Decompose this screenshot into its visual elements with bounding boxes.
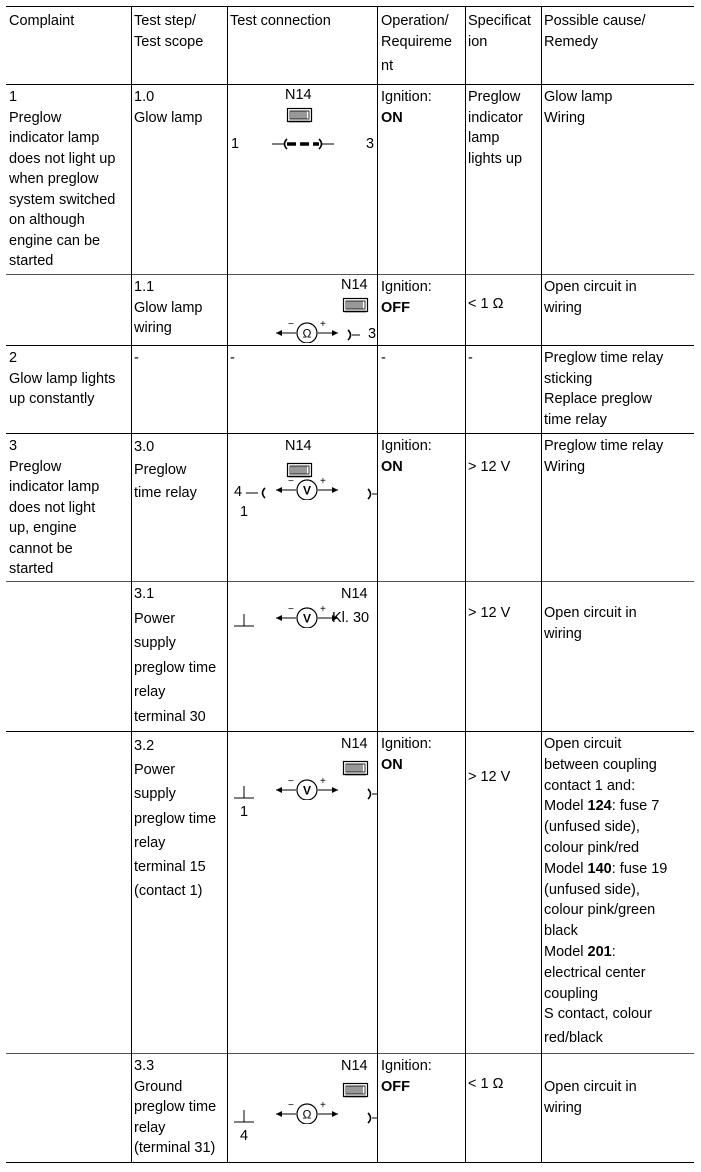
connector-label: N14: [341, 1058, 368, 1074]
glow-lamp-symbol-icon: [272, 137, 334, 151]
pin-label-below: 1: [240, 504, 249, 520]
svg-text:V: V: [302, 483, 312, 498]
pin-label-left: 4: [234, 484, 243, 500]
plug-contact-icon: [366, 787, 378, 801]
connector-label: N14: [341, 736, 368, 752]
specification-cell: < 1 Ω: [468, 1076, 504, 1092]
connector-block-icon: [342, 760, 372, 778]
pin-label-below: 1: [240, 804, 249, 820]
operation-cell: Ignition: ON: [381, 736, 432, 773]
table-bottom-rule: [6, 1162, 694, 1163]
pin-label-right: 3: [368, 326, 377, 342]
connector-label: N14: [285, 438, 312, 454]
complaint-cell: 1 Preglow indicator lamp does not light up when preglow system switched on although engine can be started: [9, 89, 116, 269]
possible-cause-cell: Open circuit in wiring: [544, 605, 637, 642]
connector-block-icon: [342, 1082, 372, 1100]
pin-label-left: 1: [231, 136, 240, 152]
plug-contact-icon: [366, 1111, 378, 1125]
svg-text:−: −: [288, 1102, 294, 1111]
test-step-cell: 3.2 Power supply preglow time relay terminal 15 (contact 1): [134, 738, 217, 900]
pin-label-right: 3: [366, 136, 375, 152]
ground-symbol-icon: [234, 784, 254, 800]
column-rule: [541, 6, 542, 1163]
complaint-cell: 3 Preglow indicator lamp does not light up, engine cannot be started: [9, 438, 100, 577]
test-connection-diagram: [228, 582, 377, 642]
table-top-rule: [6, 6, 694, 7]
plug-contact-icon: [344, 328, 360, 342]
connector-block-icon: [286, 107, 316, 125]
connector-block-icon: [342, 297, 372, 315]
svg-text:Ω: Ω: [302, 326, 312, 341]
ground-symbol-icon: [234, 612, 254, 628]
possible-cause-cell: Preglow time relay sticking Replace preglow time relay: [544, 350, 664, 428]
operation-cell: -: [381, 350, 386, 366]
voltmeter-icon: [274, 606, 340, 628]
specification-cell: > 12 V: [468, 459, 511, 475]
header-complaint: Complaint: [9, 13, 75, 29]
svg-text:−: −: [288, 478, 294, 487]
operation-cell: Ignition: ON: [381, 438, 432, 475]
operation-cell: Ignition: OFF: [381, 1058, 432, 1095]
svg-text:−: −: [288, 778, 294, 787]
specification-cell: > 12 V: [468, 605, 511, 621]
test-connection-diagram: [228, 732, 377, 832]
specification-cell: -: [468, 350, 473, 366]
svg-text:−: −: [288, 606, 294, 615]
specification-cell: < 1 Ω: [468, 296, 504, 312]
header-operation: Operation/ Requireme nt: [381, 13, 452, 74]
possible-cause-cell: Open circuit between coupling contact 1 and: Model 124: fuse 7 (unfused side), colour pink/red Model 140: fuse 19 (unfused side), colour pink/green black Model 201: electrical center coupling S contact, colour red/black: [544, 736, 668, 1047]
column-rule: [131, 6, 132, 1163]
specification-cell: > 12 V: [468, 769, 511, 785]
test-connection-diagram: [228, 1054, 377, 1154]
test-connection-diagram: [228, 275, 377, 345]
test-step-cell: 3.0 Preglow time relay: [134, 439, 197, 501]
svg-text:V: V: [302, 783, 312, 798]
operation-cell: Ignition: OFF: [381, 279, 432, 316]
plug-contact-icon: [246, 486, 268, 500]
svg-text:−: −: [288, 321, 294, 330]
test-step-cell: 3.3 Ground preglow time relay (terminal 31): [134, 1058, 217, 1156]
svg-text:V: V: [302, 611, 312, 626]
specification-cell: Preglow indicator lamp lights up: [468, 89, 523, 167]
test-step-cell: -: [134, 350, 139, 366]
possible-cause-cell: Glow lamp Wiring: [544, 89, 613, 126]
test-connection-cell: -: [230, 350, 235, 366]
possible-cause-cell: Preglow time relay Wiring: [544, 438, 664, 475]
pin-label-below: 4: [240, 1128, 249, 1144]
test-step-cell: 3.1 Power supply preglow time relay terminal 30: [134, 586, 217, 725]
possible-cause-cell: Open circuit in wiring: [544, 1079, 637, 1116]
header-specification: Specificat ion: [468, 13, 531, 50]
test-step-cell: 1.1 Glow lamp wiring: [134, 279, 203, 336]
svg-text:+: +: [320, 478, 326, 487]
operation-cell: Ignition: ON: [381, 89, 432, 126]
ohmmeter-icon: [274, 321, 340, 343]
voltmeter-icon: [274, 778, 340, 800]
connector-label: N14: [285, 87, 312, 103]
svg-text:Ω: Ω: [302, 1107, 312, 1122]
svg-text:+: +: [320, 1102, 326, 1111]
possible-cause-cell: Open circuit in wiring: [544, 279, 637, 316]
complaint-cell: 2 Glow lamp lights up constantly: [9, 350, 116, 407]
svg-text:+: +: [320, 321, 326, 330]
svg-text:+: +: [320, 606, 326, 615]
column-rule: [465, 6, 466, 1163]
column-rule: [377, 6, 378, 1163]
header-test-connection: Test connection: [230, 13, 331, 29]
voltmeter-icon: [274, 478, 340, 500]
plug-contact-icon: [366, 487, 378, 501]
svg-text:+: +: [320, 778, 326, 787]
header-possible-cause: Possible cause/ Remedy: [544, 13, 646, 50]
connector-label: N14: [341, 277, 368, 293]
test-step-cell: 1.0 Glow lamp: [134, 89, 203, 126]
ground-symbol-icon: [234, 1108, 254, 1124]
row-rule: [6, 345, 694, 346]
test-table: [6, 6, 694, 1163]
header-test-step: Test step/ Test scope: [134, 13, 204, 50]
ohmmeter-icon: [274, 1102, 340, 1124]
connector-label: N14: [341, 586, 368, 602]
terminal-label: Kl. 30: [332, 610, 370, 626]
test-connection-diagram: [228, 434, 377, 534]
test-connection-diagram: [228, 85, 377, 165]
